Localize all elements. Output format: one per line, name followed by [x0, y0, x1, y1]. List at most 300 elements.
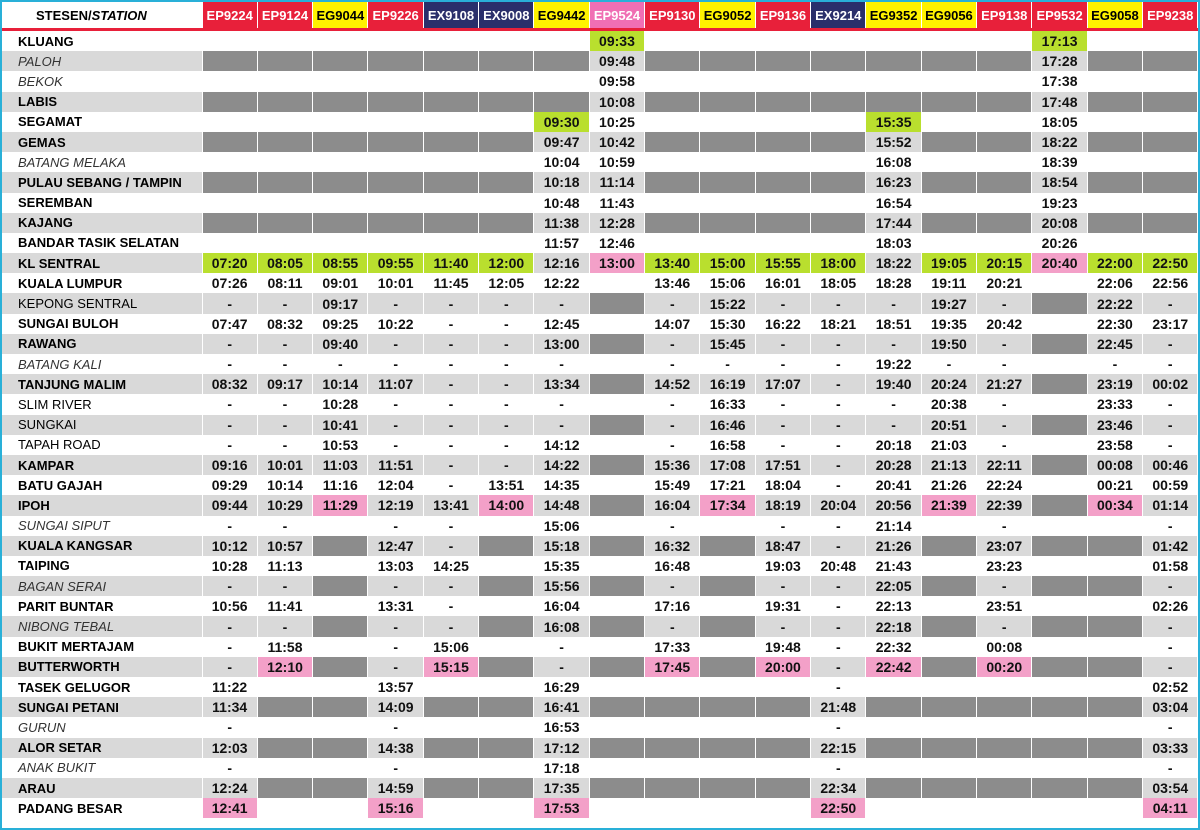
- time-cell: 10:14: [257, 475, 312, 495]
- time-cell: [479, 112, 534, 132]
- time-cell: 18:54: [1032, 172, 1087, 192]
- time-cell: [1087, 798, 1142, 818]
- time-cell: [977, 697, 1032, 717]
- time-cell: [202, 112, 257, 132]
- time-cell: [1143, 132, 1198, 152]
- time-cell: 22:34: [811, 778, 866, 798]
- time-cell: [811, 152, 866, 172]
- time-cell: [755, 798, 810, 818]
- train-header-ex9108: EX9108: [423, 2, 478, 30]
- time-cell: [700, 778, 755, 798]
- time-cell: 16:23: [866, 172, 921, 192]
- time-cell: 20:15: [977, 253, 1032, 273]
- time-cell: 17:12: [534, 738, 589, 758]
- time-cell: [589, 717, 644, 737]
- time-cell: [700, 112, 755, 132]
- table-row: [2, 495, 1198, 515]
- time-cell: 22:18: [866, 616, 921, 636]
- time-cell: 14:48: [534, 495, 589, 515]
- time-cell: [866, 697, 921, 717]
- time-cell: -: [977, 394, 1032, 414]
- time-cell: 11:45: [423, 273, 478, 293]
- time-cell: [1032, 354, 1087, 374]
- time-cell: [479, 71, 534, 91]
- time-cell: 20:56: [866, 495, 921, 515]
- table-row: [2, 697, 1198, 717]
- time-cell: 17:07: [755, 374, 810, 394]
- time-cell: 10:08: [589, 92, 644, 112]
- time-cell: [589, 556, 644, 576]
- time-cell: [811, 172, 866, 192]
- time-cell: 14:25: [423, 556, 478, 576]
- time-cell: [921, 778, 976, 798]
- time-cell: [977, 172, 1032, 192]
- time-cell: [811, 112, 866, 132]
- table-row: [2, 394, 1198, 414]
- time-cell: 15:45: [700, 334, 755, 354]
- time-cell: -: [811, 536, 866, 556]
- time-cell: [534, 71, 589, 91]
- time-cell: 15:18: [534, 536, 589, 556]
- table-row: [2, 152, 1198, 172]
- time-cell: -: [202, 435, 257, 455]
- time-cell: [755, 233, 810, 253]
- time-cell: [1087, 697, 1142, 717]
- time-cell: [977, 193, 1032, 213]
- time-cell: 21:26: [921, 475, 976, 495]
- time-cell: 12:28: [589, 213, 644, 233]
- time-cell: 17:33: [645, 637, 700, 657]
- time-cell: -: [977, 435, 1032, 455]
- time-cell: -: [977, 354, 1032, 374]
- time-cell: [700, 677, 755, 697]
- time-cell: [589, 334, 644, 354]
- time-cell: 07:26: [202, 273, 257, 293]
- time-cell: 23:19: [1087, 374, 1142, 394]
- time-cell: 16:19: [700, 374, 755, 394]
- time-cell: 10:57: [257, 536, 312, 556]
- time-cell: [257, 738, 312, 758]
- station-name: BUTTERWORTH: [2, 657, 202, 677]
- time-cell: 09:16: [202, 455, 257, 475]
- time-cell: [977, 213, 1032, 233]
- train-header-eg9044: EG9044: [313, 2, 368, 30]
- station-name: KUALA KANGSAR: [2, 536, 202, 556]
- time-cell: [645, 213, 700, 233]
- time-cell: [479, 738, 534, 758]
- time-cell: 10:28: [313, 394, 368, 414]
- time-cell: 15:35: [534, 556, 589, 576]
- station-name: NIBONG TEBAL: [2, 616, 202, 636]
- time-cell: [700, 30, 755, 52]
- time-cell: [1032, 677, 1087, 697]
- timetable-header-row: [2, 2, 1198, 30]
- time-cell: [977, 738, 1032, 758]
- time-cell: [1143, 233, 1198, 253]
- time-cell: -: [755, 293, 810, 313]
- time-cell: [755, 112, 810, 132]
- train-header-eg9352: EG9352: [866, 2, 921, 30]
- time-cell: -: [202, 516, 257, 536]
- time-cell: -: [811, 394, 866, 414]
- time-cell: 16:29: [534, 677, 589, 697]
- time-cell: [423, 798, 478, 818]
- time-cell: 22:22: [1087, 293, 1142, 313]
- train-timetable: [2, 2, 1198, 818]
- station-header-main: STESEN/: [36, 7, 92, 23]
- time-cell: [921, 657, 976, 677]
- time-cell: [479, 576, 534, 596]
- time-cell: [257, 677, 312, 697]
- time-cell: [368, 213, 423, 233]
- time-cell: [921, 596, 976, 616]
- time-cell: [755, 30, 810, 52]
- time-cell: 11:43: [589, 193, 644, 213]
- station-name: KEPONG SENTRAL: [2, 293, 202, 313]
- time-cell: [645, 30, 700, 52]
- time-cell: [368, 233, 423, 253]
- time-cell: [313, 92, 368, 112]
- time-cell: 19:48: [755, 637, 810, 657]
- time-cell: 04:11: [1143, 798, 1198, 818]
- time-cell: -: [811, 717, 866, 737]
- time-cell: [700, 92, 755, 112]
- time-cell: 14:38: [368, 738, 423, 758]
- table-row: [2, 354, 1198, 374]
- time-cell: -: [202, 334, 257, 354]
- time-cell: [921, 516, 976, 536]
- time-cell: -: [645, 576, 700, 596]
- time-cell: [700, 71, 755, 91]
- time-cell: 03:33: [1143, 738, 1198, 758]
- time-cell: 18:39: [1032, 152, 1087, 172]
- time-cell: 11:51: [368, 455, 423, 475]
- table-row: [2, 172, 1198, 192]
- time-cell: [1032, 334, 1087, 354]
- time-cell: 21:14: [866, 516, 921, 536]
- station-name: PALOH: [2, 51, 202, 71]
- time-cell: [866, 677, 921, 697]
- table-row: [2, 213, 1198, 233]
- time-cell: 16:41: [534, 697, 589, 717]
- time-cell: 08:11: [257, 273, 312, 293]
- time-cell: [1087, 516, 1142, 536]
- time-cell: [977, 677, 1032, 697]
- time-cell: [645, 738, 700, 758]
- time-cell: [423, 92, 478, 112]
- table-row: [2, 596, 1198, 616]
- time-cell: 20:28: [866, 455, 921, 475]
- time-cell: 09:48: [589, 51, 644, 71]
- time-cell: -: [257, 394, 312, 414]
- time-cell: -: [257, 334, 312, 354]
- time-cell: -: [811, 455, 866, 475]
- table-row: [2, 556, 1198, 576]
- time-cell: 12:16: [534, 253, 589, 273]
- time-cell: [1087, 536, 1142, 556]
- time-cell: 11:22: [202, 677, 257, 697]
- time-cell: 16:54: [866, 193, 921, 213]
- train-header-ep9238: EP9238: [1143, 2, 1198, 30]
- time-cell: -: [423, 516, 478, 536]
- time-cell: [202, 152, 257, 172]
- time-cell: [589, 495, 644, 515]
- time-cell: 15:36: [645, 455, 700, 475]
- time-cell: -: [423, 536, 478, 556]
- time-cell: 23:07: [977, 536, 1032, 556]
- time-cell: 19:05: [921, 253, 976, 273]
- time-cell: [257, 71, 312, 91]
- station-name: SEREMBAN: [2, 193, 202, 213]
- time-cell: [811, 92, 866, 112]
- time-cell: -: [534, 637, 589, 657]
- time-cell: -: [977, 293, 1032, 313]
- time-cell: 15:00: [700, 253, 755, 273]
- table-row: [2, 415, 1198, 435]
- time-cell: -: [645, 616, 700, 636]
- time-cell: [1087, 172, 1142, 192]
- station-name: SUNGAI SIPUT: [2, 516, 202, 536]
- time-cell: 21:43: [866, 556, 921, 576]
- time-cell: 13:51: [479, 475, 534, 495]
- time-cell: [479, 758, 534, 778]
- time-cell: [755, 132, 810, 152]
- time-cell: 22:45: [1087, 334, 1142, 354]
- time-cell: -: [479, 354, 534, 374]
- time-cell: [1087, 92, 1142, 112]
- time-cell: [257, 798, 312, 818]
- time-cell: 11:57: [534, 233, 589, 253]
- time-cell: -: [368, 616, 423, 636]
- time-cell: -: [866, 334, 921, 354]
- time-cell: [423, 717, 478, 737]
- time-cell: 08:32: [202, 374, 257, 394]
- time-cell: [589, 798, 644, 818]
- time-cell: [921, 576, 976, 596]
- time-cell: 21:48: [811, 697, 866, 717]
- time-cell: 18:00: [811, 253, 866, 273]
- time-cell: -: [1143, 616, 1198, 636]
- table-row: [2, 253, 1198, 273]
- time-cell: -: [811, 354, 866, 374]
- time-cell: 21:26: [866, 536, 921, 556]
- time-cell: 09:17: [313, 293, 368, 313]
- time-cell: 11:13: [257, 556, 312, 576]
- time-cell: -: [423, 475, 478, 495]
- time-cell: [921, 152, 976, 172]
- time-cell: [977, 112, 1032, 132]
- time-cell: [313, 556, 368, 576]
- time-cell: 09:44: [202, 495, 257, 515]
- time-cell: -: [423, 293, 478, 313]
- time-cell: -: [1143, 758, 1198, 778]
- time-cell: [1143, 51, 1198, 71]
- time-cell: [977, 71, 1032, 91]
- time-cell: -: [645, 415, 700, 435]
- time-cell: 17:34: [700, 495, 755, 515]
- time-cell: [1143, 152, 1198, 172]
- time-cell: 22:00: [1087, 253, 1142, 273]
- table-row: [2, 778, 1198, 798]
- table-row: [2, 435, 1198, 455]
- time-cell: -: [202, 576, 257, 596]
- time-cell: [1143, 213, 1198, 233]
- time-cell: -: [257, 435, 312, 455]
- time-cell: 00:08: [1087, 455, 1142, 475]
- time-cell: -: [423, 576, 478, 596]
- time-cell: -: [977, 576, 1032, 596]
- time-cell: [1032, 697, 1087, 717]
- time-cell: 08:32: [257, 314, 312, 334]
- time-cell: 17:44: [866, 213, 921, 233]
- time-cell: [1032, 758, 1087, 778]
- time-cell: -: [811, 657, 866, 677]
- time-cell: [645, 112, 700, 132]
- time-cell: -: [645, 334, 700, 354]
- time-cell: [313, 213, 368, 233]
- time-cell: [257, 92, 312, 112]
- time-cell: 22:05: [866, 576, 921, 596]
- time-cell: 12:00: [479, 253, 534, 273]
- time-cell: [1032, 536, 1087, 556]
- time-cell: 18:03: [866, 233, 921, 253]
- time-cell: [202, 233, 257, 253]
- table-row: [2, 233, 1198, 253]
- time-cell: -: [755, 394, 810, 414]
- time-cell: -: [479, 374, 534, 394]
- time-cell: [755, 717, 810, 737]
- station-name: SUNGKAI: [2, 415, 202, 435]
- time-cell: 20:18: [866, 435, 921, 455]
- table-row: [2, 798, 1198, 818]
- time-cell: [700, 657, 755, 677]
- time-cell: [313, 697, 368, 717]
- time-cell: [866, 92, 921, 112]
- time-cell: [866, 717, 921, 737]
- train-header-eg9058: EG9058: [1087, 2, 1142, 30]
- time-cell: 11:16: [313, 475, 368, 495]
- time-cell: 00:20: [977, 657, 1032, 677]
- time-cell: [977, 717, 1032, 737]
- time-cell: 12:19: [368, 495, 423, 515]
- station-name: BATU GAJAH: [2, 475, 202, 495]
- time-cell: [257, 758, 312, 778]
- time-cell: [755, 193, 810, 213]
- time-cell: [811, 233, 866, 253]
- time-cell: [921, 677, 976, 697]
- time-cell: 21:39: [921, 495, 976, 515]
- time-cell: 10:53: [313, 435, 368, 455]
- train-header-ex9214: EX9214: [811, 2, 866, 30]
- time-cell: [479, 657, 534, 677]
- time-cell: [1032, 374, 1087, 394]
- time-cell: [700, 213, 755, 233]
- time-cell: -: [423, 374, 478, 394]
- time-cell: 00:46: [1143, 455, 1198, 475]
- table-row: [2, 576, 1198, 596]
- time-cell: 20:24: [921, 374, 976, 394]
- time-cell: [921, 798, 976, 818]
- time-cell: -: [257, 516, 312, 536]
- time-cell: [811, 30, 866, 52]
- station-name: SUNGAI BULOH: [2, 314, 202, 334]
- time-cell: -: [202, 657, 257, 677]
- station-column-header: [2, 2, 202, 30]
- time-cell: 11:07: [368, 374, 423, 394]
- time-cell: [589, 637, 644, 657]
- time-cell: [1143, 71, 1198, 91]
- time-cell: -: [423, 455, 478, 475]
- time-cell: -: [645, 354, 700, 374]
- time-cell: 16:58: [700, 435, 755, 455]
- time-cell: -: [479, 334, 534, 354]
- time-cell: [479, 51, 534, 71]
- time-cell: [589, 657, 644, 677]
- time-cell: 01:42: [1143, 536, 1198, 556]
- time-cell: 15:16: [368, 798, 423, 818]
- time-cell: 18:21: [811, 314, 866, 334]
- time-cell: 12:24: [202, 778, 257, 798]
- time-cell: -: [1143, 717, 1198, 737]
- time-cell: [257, 30, 312, 52]
- time-cell: -: [1143, 415, 1198, 435]
- time-cell: [1087, 556, 1142, 576]
- time-cell: [977, 92, 1032, 112]
- time-cell: [700, 516, 755, 536]
- time-cell: [755, 778, 810, 798]
- time-cell: [589, 415, 644, 435]
- time-cell: 10:22: [368, 314, 423, 334]
- time-cell: 15:55: [755, 253, 810, 273]
- time-cell: [921, 172, 976, 192]
- time-cell: [645, 92, 700, 112]
- time-cell: 22:50: [811, 798, 866, 818]
- time-cell: [700, 51, 755, 71]
- time-cell: [1032, 495, 1087, 515]
- time-cell: [645, 798, 700, 818]
- time-cell: [589, 435, 644, 455]
- time-cell: [1087, 193, 1142, 213]
- time-cell: 17:13: [1032, 30, 1087, 52]
- time-cell: [755, 213, 810, 233]
- time-cell: 16:01: [755, 273, 810, 293]
- time-cell: [645, 152, 700, 172]
- time-cell: [313, 657, 368, 677]
- time-cell: [423, 30, 478, 52]
- time-cell: -: [202, 354, 257, 374]
- time-cell: [700, 556, 755, 576]
- time-cell: [977, 778, 1032, 798]
- time-cell: [755, 738, 810, 758]
- table-row: [2, 293, 1198, 313]
- time-cell: 22:30: [1087, 314, 1142, 334]
- time-cell: [257, 193, 312, 213]
- time-cell: [755, 92, 810, 112]
- time-cell: 22:50: [1143, 253, 1198, 273]
- time-cell: -: [866, 293, 921, 313]
- time-cell: [257, 697, 312, 717]
- time-cell: [1032, 798, 1087, 818]
- station-name: BATANG MELAKA: [2, 152, 202, 172]
- time-cell: -: [977, 415, 1032, 435]
- time-cell: [1087, 738, 1142, 758]
- time-cell: -: [645, 394, 700, 414]
- time-cell: [645, 758, 700, 778]
- time-cell: 13:31: [368, 596, 423, 616]
- station-name: TASEK GELUGOR: [2, 677, 202, 697]
- time-cell: 16:33: [700, 394, 755, 414]
- time-cell: [755, 152, 810, 172]
